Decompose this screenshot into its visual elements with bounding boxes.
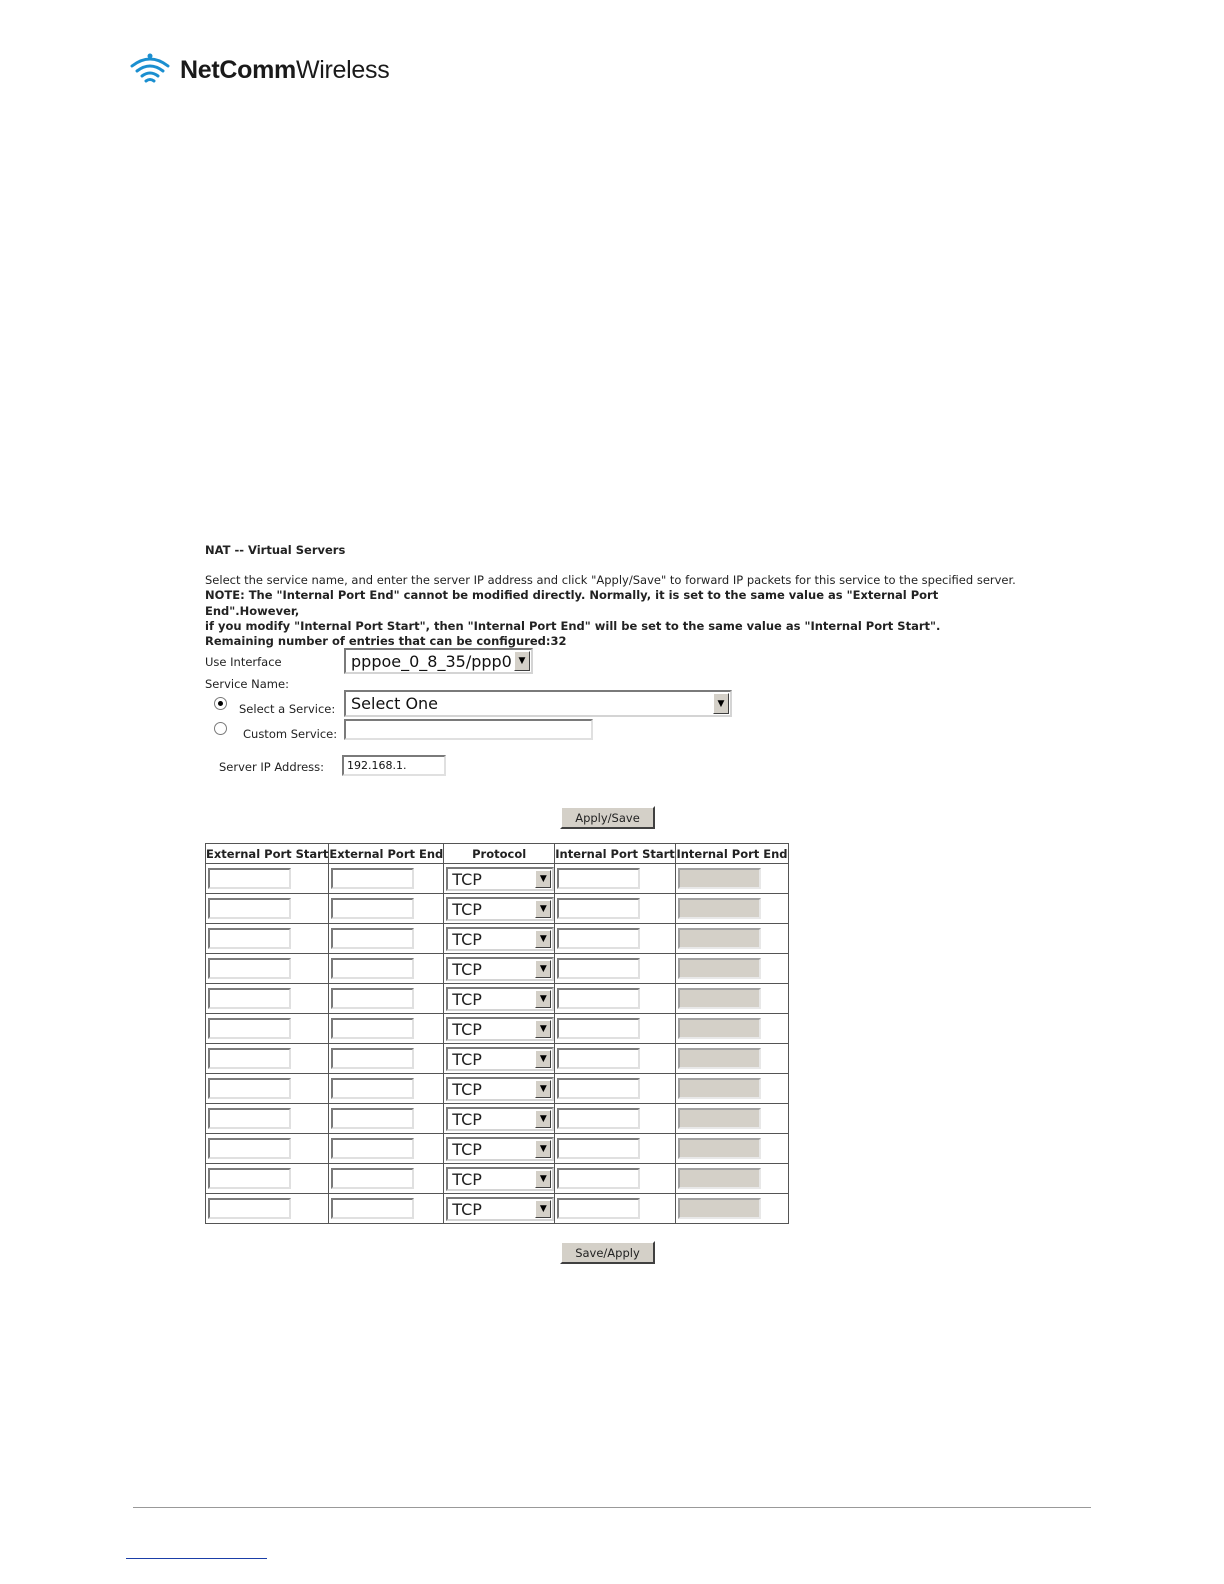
internal-port-start-input[interactable] [557,898,640,919]
internal-port-end-input [678,1018,761,1039]
use-interface-select[interactable] [344,648,533,674]
external-port-end-cell [329,1074,444,1104]
internal-port-end-input [678,868,761,889]
external-port-end-input[interactable] [331,988,414,1009]
table-row [206,1194,789,1224]
footer-link-underline[interactable] [126,1558,267,1559]
external-port-end-input[interactable] [331,1168,414,1189]
protocol-cell [444,894,555,924]
internal-port-end-input [678,1048,761,1069]
internal-port-start-input[interactable] [557,1108,640,1129]
external-port-start-cell [206,1014,329,1044]
protocol-value: TCP [452,959,482,979]
external-port-start-input[interactable] [208,1168,291,1189]
external-port-end-input[interactable] [331,1108,414,1129]
chevron-down-icon[interactable]: ▼ [535,960,551,978]
header-protocol: Protocol [444,844,555,864]
external-port-start-input[interactable] [208,898,291,919]
page-description [205,573,1025,649]
external-port-end-input[interactable] [331,868,414,889]
protocol-select[interactable] [446,1017,554,1041]
table-row [206,1164,789,1194]
note-line-1: NOTE: The "Internal Port End" cannot be modified directly. Normally, it is set to the same value as "External Port End".However, [205,588,939,618]
internal-port-start-input[interactable] [557,958,640,979]
chevron-down-icon[interactable]: ▼ [535,1140,551,1158]
internal-port-end-cell [676,1014,789,1044]
external-port-start-input[interactable] [208,1108,291,1129]
server-ip-label: Server IP Address: [219,760,325,774]
protocol-select[interactable] [446,1167,554,1191]
external-port-end-input[interactable] [331,1198,414,1219]
internal-port-start-cell [555,924,676,954]
select-service-radio[interactable] [214,697,227,710]
external-port-end-cell [329,1164,444,1194]
protocol-value: TCP [452,1199,482,1219]
table-row [206,1134,789,1164]
internal-port-end-cell [676,1074,789,1104]
internal-port-start-cell [555,1104,676,1134]
external-port-end-cell [329,864,444,894]
netcomm-logo [128,50,389,90]
protocol-select[interactable] [446,1197,554,1221]
internal-port-end-cell [676,1194,789,1224]
external-port-start-cell [206,924,329,954]
external-port-start-input[interactable] [208,1048,291,1069]
internal-port-start-cell [555,1194,676,1224]
internal-port-start-input[interactable] [557,928,640,949]
internal-port-end-cell [676,864,789,894]
internal-port-end-cell [676,1134,789,1164]
protocol-cell [444,864,555,894]
table-row [206,984,789,1014]
table-row [206,1014,789,1044]
protocol-value: TCP [452,989,482,1009]
protocol-cell [444,924,555,954]
external-port-start-cell [206,1044,329,1074]
chevron-down-icon[interactable]: ▼ [535,870,551,888]
external-port-end-input[interactable] [331,1138,414,1159]
chevron-down-icon[interactable]: ▼ [535,990,551,1008]
custom-service-input[interactable] [344,719,593,740]
external-port-end-cell [329,1044,444,1074]
protocol-value: TCP [452,1049,482,1069]
protocol-value: TCP [452,1139,482,1159]
protocol-select[interactable] [446,987,554,1011]
protocol-select[interactable] [446,1047,554,1071]
external-port-start-cell [206,984,329,1014]
external-port-start-cell [206,1074,329,1104]
internal-port-end-input [678,1108,761,1129]
protocol-select[interactable] [446,867,554,891]
external-port-start-input[interactable] [208,1138,291,1159]
protocol-cell [444,1014,555,1044]
protocol-cell [444,984,555,1014]
internal-port-start-input[interactable] [557,1168,640,1189]
service-name-label: Service Name: [205,677,289,691]
protocol-cell [444,1074,555,1104]
external-port-end-cell [329,1134,444,1164]
protocol-value: TCP [452,1109,482,1129]
internal-port-end-input [678,1138,761,1159]
protocol-cell [444,954,555,984]
external-port-start-input[interactable] [208,868,291,889]
table-header-row [206,844,789,864]
external-port-start-cell [206,1134,329,1164]
internal-port-end-input [678,988,761,1009]
table-row [206,1044,789,1074]
protocol-select[interactable] [446,1137,554,1161]
protocol-value: TCP [452,1169,482,1189]
custom-service-radio[interactable] [214,722,227,735]
internal-port-end-cell [676,984,789,1014]
description-text: Select the service name, and enter the server IP address and click "Apply/Save" to forward IP packets for this service to the specified server. [205,573,1016,587]
external-port-end-cell [329,1104,444,1134]
chevron-down-icon[interactable]: ▼ [535,1050,551,1068]
chevron-down-icon[interactable]: ▼ [535,1080,551,1098]
footer-divider [133,1507,1091,1508]
internal-port-end-cell [676,894,789,924]
chevron-down-icon[interactable]: ▼ [535,900,551,918]
external-port-start-input[interactable] [208,1018,291,1039]
internal-port-end-input [678,1078,761,1099]
chevron-down-icon[interactable]: ▼ [713,693,729,714]
chevron-down-icon[interactable]: ▼ [535,1170,551,1188]
internal-port-start-cell [555,894,676,924]
header-external-port-start: External Port Start [206,844,329,864]
external-port-start-input[interactable] [208,928,291,949]
chevron-down-icon[interactable]: ▼ [535,930,551,948]
protocol-cell [444,1134,555,1164]
external-port-end-input[interactable] [331,1078,414,1099]
external-port-end-cell [329,954,444,984]
internal-port-start-input[interactable] [557,1018,640,1039]
internal-port-start-cell [555,984,676,1014]
internal-port-start-cell [555,1134,676,1164]
external-port-end-cell [329,924,444,954]
note-line-2: if you modify "Internal Port Start", then "Internal Port End" will be set to the same value as "Internal Port Start". [205,618,941,633]
use-interface-label: Use Interface [205,655,282,669]
remaining-entries: Remaining number of entries that can be configured:32 [205,634,567,649]
external-port-end-input[interactable] [331,928,414,949]
internal-port-end-input [678,958,761,979]
internal-port-end-input [678,1168,761,1189]
select-service-value: Select One [351,694,439,713]
internal-port-start-cell [555,1044,676,1074]
protocol-select[interactable] [446,1107,554,1131]
internal-port-start-cell [555,954,676,984]
internal-port-end-input [678,928,761,949]
internal-port-start-input[interactable] [557,1198,640,1219]
internal-port-start-cell [555,1074,676,1104]
radio-selected-dot [218,701,223,706]
protocol-select[interactable] [446,927,554,951]
header-external-port-end: External Port End [329,844,444,864]
external-port-start-input[interactable] [208,1198,291,1219]
protocol-cell [444,1164,555,1194]
internal-port-start-input[interactable] [557,988,640,1009]
table-row [206,1074,789,1104]
internal-port-start-cell [555,864,676,894]
table-row [206,924,789,954]
table-row [206,1104,789,1134]
port-rows [206,864,789,1224]
internal-port-start-input[interactable] [557,1048,640,1069]
logo-text: NetCommWireless [180,56,390,84]
external-port-end-cell [329,984,444,1014]
external-port-end-cell [329,1014,444,1044]
internal-port-end-cell [676,1104,789,1134]
external-port-end-input[interactable] [331,1048,414,1069]
external-port-start-cell [206,864,329,894]
internal-port-start-input[interactable] [557,868,640,889]
protocol-select[interactable] [446,957,554,981]
apply-save-button[interactable]: Apply/Save [560,806,655,829]
protocol-value: TCP [452,929,482,949]
internal-port-start-cell [555,1014,676,1044]
internal-port-end-cell [676,924,789,954]
internal-port-end-input [678,1198,761,1219]
protocol-cell [444,1104,555,1134]
custom-service-label: Custom Service: [243,727,338,741]
external-port-start-input[interactable] [208,958,291,979]
external-port-end-input[interactable] [331,898,414,919]
external-port-end-input[interactable] [331,1018,414,1039]
protocol-select[interactable] [446,1077,554,1101]
port-mapping-table [205,843,789,1224]
protocol-value: TCP [452,1019,482,1039]
internal-port-start-input[interactable] [557,1078,640,1099]
external-port-start-cell [206,1164,329,1194]
external-port-start-cell [206,1194,329,1224]
internal-port-end-cell [676,1164,789,1194]
chevron-down-icon[interactable]: ▼ [535,1200,551,1218]
protocol-value: TCP [452,1079,482,1099]
table-row [206,864,789,894]
external-port-end-input[interactable] [331,958,414,979]
internal-port-end-input [678,898,761,919]
internal-port-end-cell [676,1044,789,1074]
external-port-end-cell [329,894,444,924]
protocol-select[interactable] [446,897,554,921]
internal-port-start-input[interactable] [557,1138,640,1159]
use-interface-value: pppoe_0_8_35/ppp0 [351,651,512,671]
page-title: NAT -- Virtual Servers [205,543,346,557]
external-port-start-cell [206,1104,329,1134]
external-port-end-cell [329,1194,444,1224]
chevron-down-icon[interactable]: ▼ [535,1110,551,1128]
chevron-down-icon[interactable]: ▼ [535,1020,551,1038]
external-port-start-cell [206,894,329,924]
protocol-value: TCP [452,899,482,919]
save-apply-button[interactable]: Save/Apply [560,1241,655,1264]
server-ip-input[interactable]: 192.168.1. [342,755,446,776]
chevron-down-icon[interactable]: ▼ [514,651,530,671]
wireless-signal-icon [128,50,172,90]
table-row [206,894,789,924]
external-port-start-input[interactable] [208,988,291,1009]
protocol-cell [444,1194,555,1224]
internal-port-end-cell [676,954,789,984]
header-internal-port-start: Internal Port Start [555,844,676,864]
protocol-cell [444,1044,555,1074]
protocol-value: TCP [452,869,482,889]
select-service-label: Select a Service: [239,702,336,716]
header-internal-port-end: Internal Port End [676,844,789,864]
external-port-start-input[interactable] [208,1078,291,1099]
internal-port-start-cell [555,1164,676,1194]
external-port-start-cell [206,954,329,984]
select-service-dropdown[interactable] [344,690,732,717]
table-row [206,954,789,984]
